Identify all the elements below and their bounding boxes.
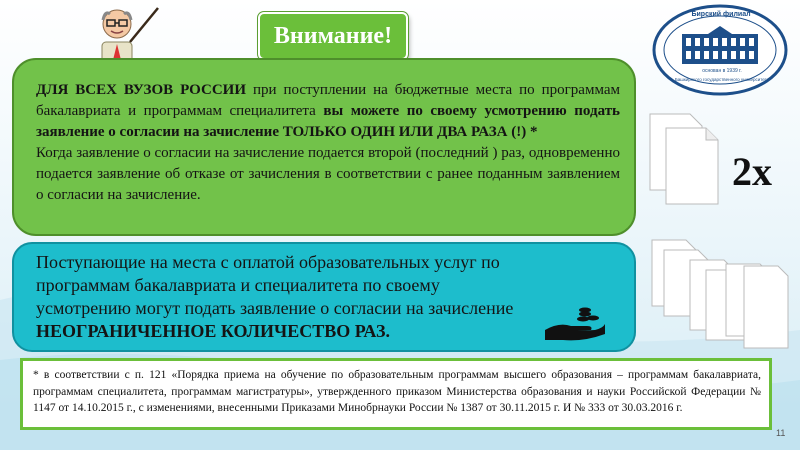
footnote-box xyxy=(20,358,772,430)
document-icon xyxy=(646,110,726,210)
second-consent-text: Когда заявление о согласии на зачисление подается второй (последний ) раз, одновременно подается заявление об отказе от зачисления в соответствии с ранее поданным заявлением о согласии на зачисление. xyxy=(36,145,620,203)
logo-founded-text: основан в 1939 г. xyxy=(702,68,742,74)
logo-bottom-text: Башкирского государственного университета xyxy=(674,77,770,82)
footnote-text: * в соответствии с п. 121 «Порядка приема на обучение по образовательным программам высшего образования – программам бакалавриата, программам специалитета, программам магистратуры», утвержденного приказом Министерства образования и науки Российской Федерации № 1147 от 14.10.2015 г., с изменениями, внесенными Приказами Минобрнауки России № 1387 от 30.11.2015 г. И № 333 от 30.03.2016 г. xyxy=(33,369,761,414)
budget-text: при поступлении на бюджетные места по программам бакалавриата и программам специалитета xyxy=(36,82,620,119)
attention-title: Внимание! xyxy=(258,12,408,60)
consent-limit-text: вы можете по своему усмотрению подать заявление о согласии на зачисление ТОЛЬКО ОДИН ИЛИ ДВА РАЗА (!) * xyxy=(36,103,620,140)
logo-top-text: Бирский филиал xyxy=(691,11,751,18)
all-universities-heading: ДЛЯ ВСЕХ ВУЗОВ РОССИИ xyxy=(36,82,247,98)
paid-places-text: Поступающие на места с оплатой образовательных услуг по программам бакалавриата и специалитета по своему усмотрению могут подать заявление о согласии на зачисление xyxy=(36,252,514,318)
document-stack-icon xyxy=(646,236,796,356)
slide-number: 11 xyxy=(776,428,786,438)
unlimited-times-text: НЕОГРАНИЧЕННОЕ КОЛИЧЕСТВО РАЗ. xyxy=(36,321,390,341)
two-times-label: 2х xyxy=(732,149,772,194)
hand-coins-icon xyxy=(543,300,607,342)
budget-places-info-box xyxy=(12,58,636,236)
